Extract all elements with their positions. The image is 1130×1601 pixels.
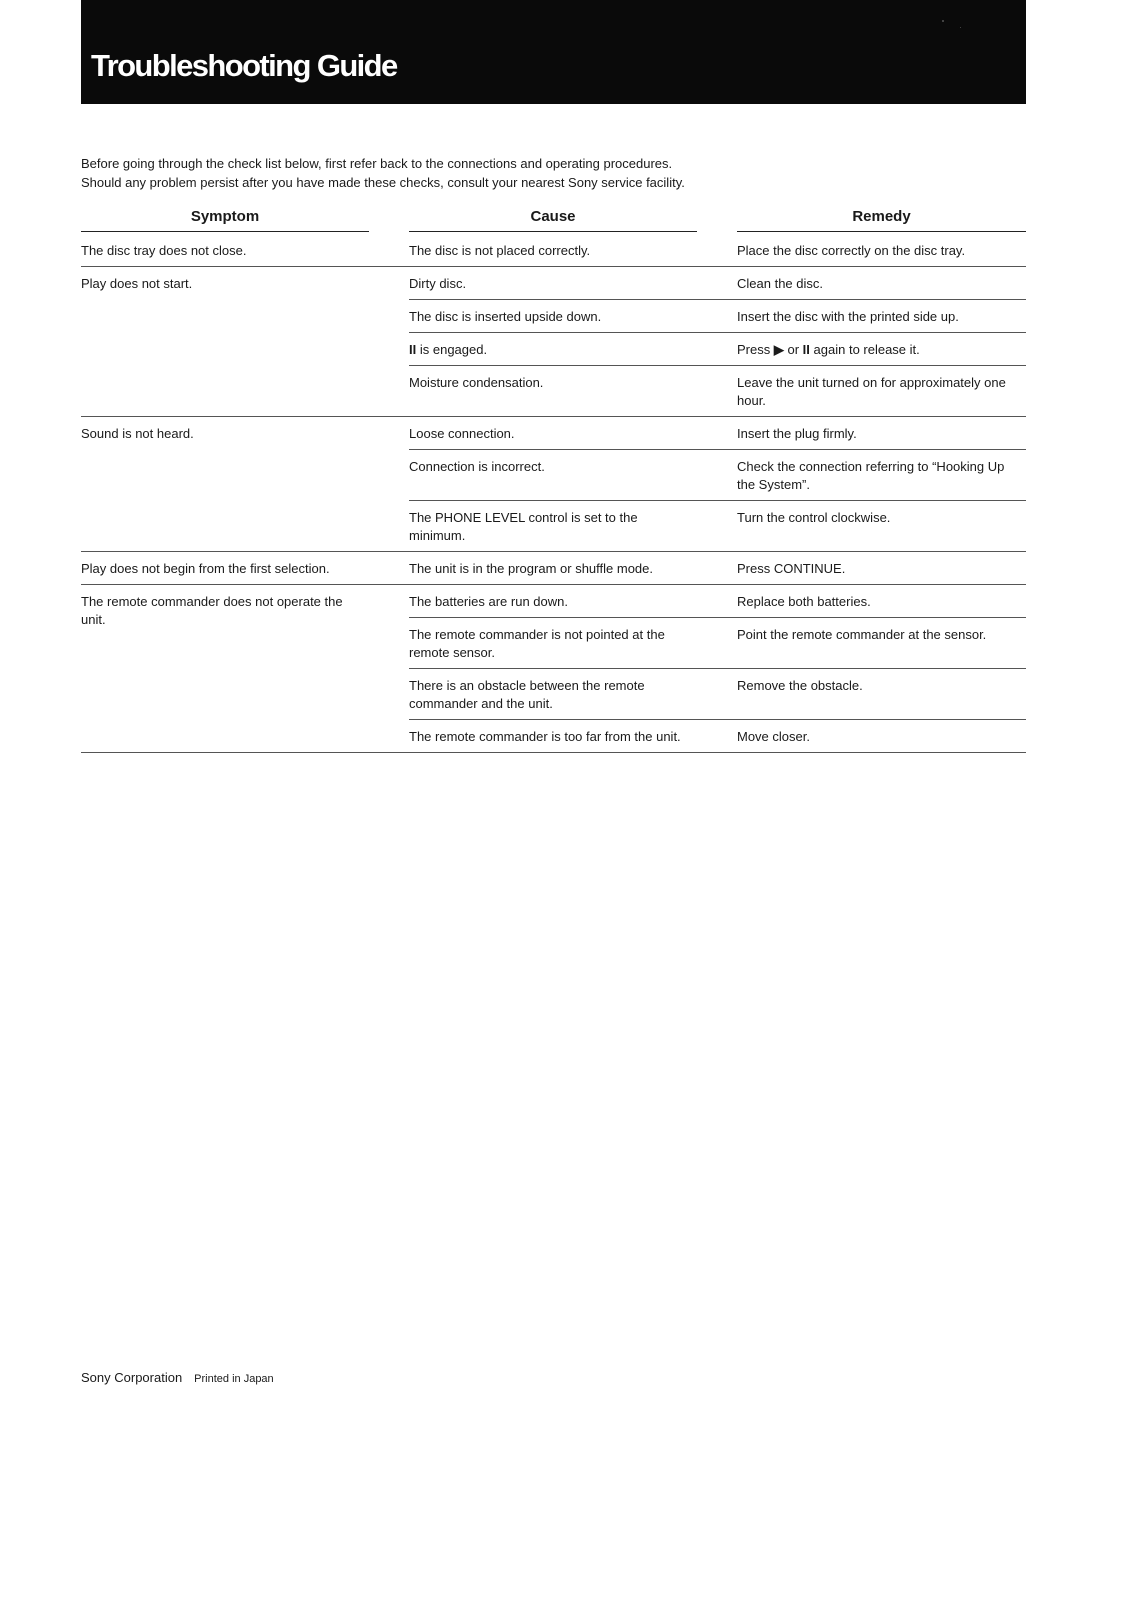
remedy-or-word: or xyxy=(787,342,800,357)
symptom-group xyxy=(81,552,1026,585)
cause-text: The remote commander is too far from the unit. xyxy=(409,729,681,744)
remedy-text: Turn the control clockwise. xyxy=(737,510,891,525)
cause-text: The batteries are run down. xyxy=(409,594,568,609)
print-speck xyxy=(960,27,961,28)
cause-remedy-row xyxy=(409,300,1026,333)
cause-text: The disc is inserted upside down. xyxy=(409,309,602,324)
column-header-remedy: Remedy xyxy=(737,208,1026,232)
remedy-text: Move closer. xyxy=(737,729,810,744)
cause-text xyxy=(409,333,737,365)
cause-remedy-row xyxy=(409,720,1026,752)
remedy-text: Insert the plug firmly. xyxy=(737,426,857,441)
footer xyxy=(81,1370,274,1385)
cause-remedy-row xyxy=(409,669,1026,720)
cause-text: The unit is in the program or shuffle mode. xyxy=(409,561,653,576)
remedy-text: Leave the unit turned on for approximately one hour. xyxy=(737,375,1006,408)
cause-remedy-row xyxy=(409,618,1026,669)
symptom-text: Play does not start. xyxy=(81,276,193,291)
symptom-text: Sound is not heard. xyxy=(81,426,194,441)
cause-text: The remote commander is not pointed at the remote sensor. xyxy=(409,627,665,660)
symptom-text: The disc tray does not close. xyxy=(81,243,247,258)
symptom-group xyxy=(81,267,1026,417)
symptom-group xyxy=(81,417,1026,552)
remedy-text: Check the connection referring to “Hooking Up the System”. xyxy=(737,459,1005,492)
symptom-group xyxy=(81,234,1026,267)
pause-icon: II xyxy=(802,342,810,357)
cause-text: Dirty disc. xyxy=(409,276,467,291)
remedy-text: Insert the disc with the printed side up. xyxy=(737,309,959,324)
remedy-text: Clean the disc. xyxy=(737,276,823,291)
remedy-text: Point the remote commander at the sensor. xyxy=(737,627,987,642)
cause-remedy-row xyxy=(409,585,1026,618)
cause-remedy-row xyxy=(409,267,1026,300)
remedy-text: Replace both batteries. xyxy=(737,594,871,609)
cause-text-part: is engaged. xyxy=(419,342,488,357)
cause-remedy-row xyxy=(409,417,1026,450)
column-header-symptom: Symptom xyxy=(81,208,369,232)
column-header-cause: Cause xyxy=(409,208,697,232)
symptom-text: Play does not begin from the first selection. xyxy=(81,561,330,576)
symptom-text: The remote commander does not operate the unit. xyxy=(81,594,343,627)
footer-corporation: Sony Corporation xyxy=(81,1370,183,1385)
cause-remedy-row xyxy=(409,333,1026,366)
cause-text: Moisture condensation. xyxy=(409,375,544,390)
intro-text xyxy=(81,154,1031,192)
cause-remedy-row xyxy=(409,501,1026,551)
intro-line-1: Before going through the check list below, first refer back to the connections and operating procedures. xyxy=(81,156,673,171)
remedy-text-part: again to release it. xyxy=(813,342,920,357)
play-icon: ▶ xyxy=(773,342,784,357)
cause-text: Loose connection. xyxy=(409,426,515,441)
cause-text: There is an obstacle between the remote commander and the unit. xyxy=(409,678,645,711)
remedy-text xyxy=(737,333,1026,365)
intro-line-2: Should any problem persist after you have made these checks, consult your nearest Sony service facility. xyxy=(81,175,685,190)
remedy-text: Remove the obstacle. xyxy=(737,678,863,693)
footer-printed: Printed in Japan xyxy=(194,1373,274,1385)
page-title: Troubleshooting Guide xyxy=(91,48,397,83)
troubleshooting-table xyxy=(81,208,1026,753)
remedy-text: Press CONTINUE. xyxy=(737,561,846,576)
cause-remedy-row xyxy=(409,552,1026,584)
title-bar xyxy=(81,0,1026,104)
cause-text: The PHONE LEVEL control is set to the minimum. xyxy=(409,510,638,543)
print-speck xyxy=(942,20,944,22)
remedy-text: Place the disc correctly on the disc tray. xyxy=(737,243,966,258)
remedy-press-word: Press xyxy=(737,342,771,357)
cause-text: The disc is not placed correctly. xyxy=(409,243,591,258)
symptom-group xyxy=(81,585,1026,753)
table-header-row xyxy=(81,208,1026,234)
cause-remedy-row xyxy=(409,450,1026,501)
cause-remedy-row xyxy=(409,234,1026,266)
pause-icon: II xyxy=(409,342,417,357)
cause-remedy-row xyxy=(409,366,1026,416)
cause-text: Connection is incorrect. xyxy=(409,459,545,474)
